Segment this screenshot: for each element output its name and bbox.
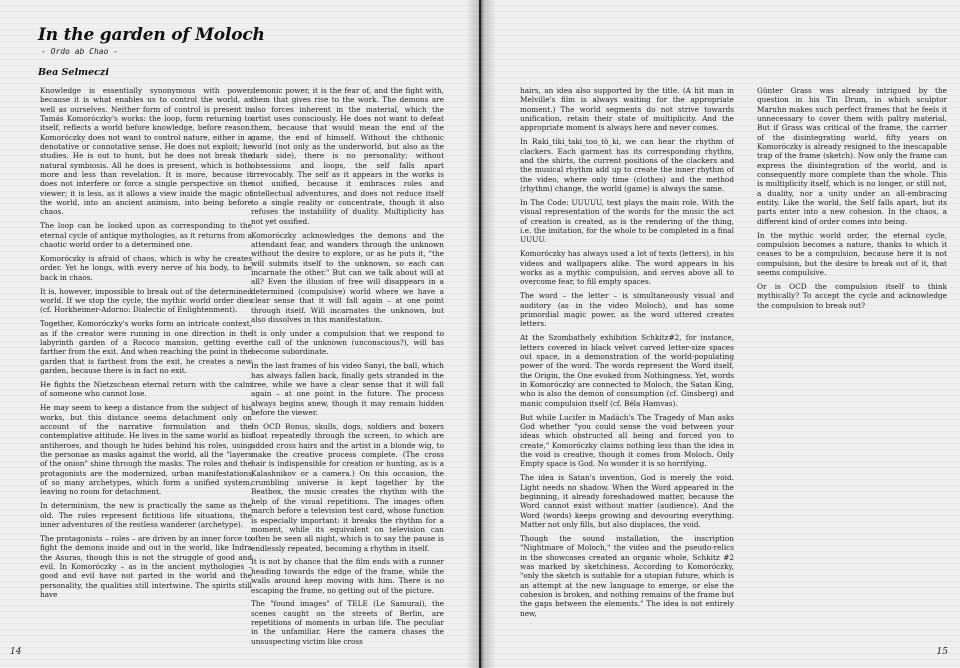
paragraph: The "found images" of TELE (Le Samurai), the scenes caught on the streets of Berlin, are repetitions of moments in urban life. The peculiar in the unfamiliar. Here the camera chases the unsuspecting victim like cross bbox=[251, 599, 444, 646]
paragraph: He fights the Nietzschean eternal return with the calm of someone who cannot lose. bbox=[40, 379, 252, 399]
paragraph: Komoróczky acknowledges the demons and the attendant fear, and wanders through the unknown without the desire to explore, or as he puts it, "the will submits itself to the unknown, so each can incarnate the other." But can we talk about will at all? Even the illusion of free will disappears in a determined (compulsive) world where we have a clear sense that it will fall again – at one point through itself. Will incarnates the unknown, but also dissolves in this manifestation. bbox=[251, 230, 444, 324]
paragraph: At the Szombathely exhibition Schkitz#2, for instance, letters covered in black velvet carved letter-size spaces out space, in a demonstration of the world-populating power of the word. The words represent the Word itself, the Origin, the One evoked from Nothingness. Yet, words in Komoróczky are connected to Moloch, the Satan King, who is also the demon of consumption (cf. Ginsberg) and manic compulsion itself (cf. Béla Hamvas). bbox=[520, 333, 734, 408]
left-page-column-1 bbox=[40, 86, 252, 646]
paragraph: Knowledge is essentially synonymous with power, because it is what enables us to control the world, as well as ourselves. Neither form of control is present in Tamás Komoróczky's works: the loop, form returning to itself, reflects a world before knowledge, before reason. Komoróczky does not want to control nature, either in a denotative or connotative sense. He does not exploit; he studies. He is out to hunt, but he does not break the natural symbiosis. All he does is present, which is both more and less than revelation. It is more, because it does not interfere or force a single perspective on the viewer; it is less, as it allows a view inside the magic of the world, into an ancient animism, into being before chaos. bbox=[40, 86, 252, 217]
paragraph: It is, however, impossible to break out of the determined world. If we stop the cycle, the mythic world order dies (cf. Horkheimer-Adorno: Dialectic of Enlightenment). bbox=[40, 286, 252, 315]
paragraph: demonic power, it is the fear of, and the fight with, them that gives rise to the work. The demons are also forces inherent in the material, which the artist uses consciously. He does not want to defeat them, because that would mean the end of the game, the end of himself. Without the chthonic world (not only as the underworld, but also as the dark side), there is no personality; without obsessions and loops, the self falls apart irrevocably. The self as it appears in the works is not unified, because it embraces roles and intellectual adventures, and does not reduce itself to a single reality or concentrate, though it also refuses the instability of duality. Multiplicity has not yet ossified. bbox=[251, 86, 444, 226]
paragraph: In determinism, the new is practically the same as the old. The roles represent fictitious life situations, the inner adventures of the restless wanderer (archetype). bbox=[40, 501, 252, 529]
right-page bbox=[481, 0, 960, 668]
page-number: 15 bbox=[936, 647, 948, 657]
paragraph: In The Code: UUUUU, text plays the main role. With the visual representation of the words for the music the act of creation is created, as is the rendering of the thing, i.e. the imitation, for the whole to be completed in a final UUUU. bbox=[520, 197, 734, 245]
paragraph: Though the sound installation, the inscription "Nightmare of Moloch," the video and the pseudo-relics in the showcases created an organic whole, Schkitz #2 was marked by sketchiness. According to Komoróczky, "only the sketch is suitable for a utopian future, which is an attempt at the new language to emerge, or else the cohesion is broken, and nothing remains of the frame but the gaps between the elements." The idea is not entirely new, bbox=[520, 533, 734, 618]
paragraph: It is only under a compulsion that we respond to the call of the unknown (unconscious?), will has become subordinate. bbox=[251, 328, 444, 357]
paragraph: The protagonists – roles – are driven by an inner force to fight the demons inside and out in the world, like Indra the Asuras, though this is not the struggle of good and evil. In Komoróczky – as in the ancient mythologies – good and evil have not parted in the world and the personality, the qualities still intertwine. The spirits still have bbox=[40, 533, 252, 599]
article-title: In the garden of Moloch bbox=[38, 25, 265, 45]
right-page-column-2 bbox=[757, 86, 947, 646]
right-page-column-1 bbox=[520, 86, 734, 646]
left-page bbox=[0, 0, 479, 668]
paragraph: He may seem to keep a distance from the subject of his works, but this distance seems detachment only on account of the narrative formulation and the contemplative attitude. He lives in the same world as his antiheroes, and though he hides behind his roles, using the personae as masks against the world, all the "layers of the onion" shine through the masks. The roles and the protagonists are the modernized, urban manifestations of so many archetypes, which form a unified system, leaving no room for detachment. bbox=[40, 403, 252, 497]
paragraph: Komoróczky has always used a lot of texts (letters), in his videos and wallpapers alike. The word appears in his works as a mythic compulsion, and serves above all to overcome fear, to fill empty spaces. bbox=[520, 249, 734, 287]
page-number: 14 bbox=[10, 647, 22, 657]
paragraph: hairs, an idea also supported by the title. (A hit man in Melville's film is always waiting for the appropriate moment.) The world segments do not strive towards unification, retain their state of multiplicity. And the appropriate moment is always here and never comes. bbox=[520, 86, 734, 133]
paragraph: The word – the letter – is simultaneously visual and auditory (as in the video Moloch), and has some primordial magic power, as the word uttered creates letters. bbox=[520, 291, 734, 329]
article-subtitle: - Ordo ab Chao - bbox=[41, 47, 119, 56]
paragraph: In OCD Bonus, skulls, dogs, soldiers and boxers float repeatedly through the screen, to which are added cross hairs and the artist in a blonde wig, to make the creative process complete. (The cross hair is indispensible for creation or hunting, as is a Kalashnikov or a camera.) On this occasion, the crumbling universe is kept together by the Beatbox, the music creates the rhythm with the help of the visual repetitions. The images often march before a television test card, whose function is especially important: it breaks the rhythm for a moment, while its equivalent on television can often be seen all night, which is to say the pause is endlessly repeated, becoming a rhythm in itself. bbox=[251, 422, 444, 553]
left-page-column-2 bbox=[251, 86, 444, 646]
paragraph: Or is OCD the compulsion itself to think mythically? To accept the cycle and acknowledge the compulsion to break out? bbox=[757, 282, 947, 310]
paragraph: Together, Komoróczky's works form an intricate context, as if the creator were running in one direction in the labyrinth garden of a Rococo mansion, getting ever farther from the exit. And when reaching the point in the garden that is farthest from the exit, he creates a new garden, because there is in fact no exit. bbox=[40, 319, 252, 375]
book-gutter bbox=[466, 0, 496, 668]
paragraph: In the mythic world order, the eternal cycle, compulsion becomes a nature, thanks to which it ceases to be a compulsion, because here it is not compulsion, but the desire to break out of it, that seems compulsive. bbox=[757, 230, 947, 278]
paragraph: The idea is Satan's invention, God is merely the void. Light needs no shadow. When the Word appeared in the beginning, it already foreshadowed matter, because the Word cannot exist without matter (audience). And the Word (words) keeps growing and devouring everything. Matter not only fills, but also displaces, the void. bbox=[520, 473, 734, 529]
paragraph: The loop can be looked upon as corresponding to the eternal cycle of antique mythologies, as it returns from a chaotic world order to a determined one. bbox=[40, 221, 252, 250]
author-name: Bea Selmeczi bbox=[38, 67, 109, 78]
paragraph: In Raki_tiki_taki_too_tö_ki, we can hear the rhythm of clackers. Each garment has its corresponding rhythm, and the shirts, the current positions of the clackers and the musical rhythm add up to create the inner rhythm of the video, where only time (clothes) and the method (rhythm) change, the world (game) is always the same. bbox=[520, 137, 734, 194]
paragraph: But while Lucifer in Madách's The Tragedy of Man asks God whether "you could sense the void between your ideas which obstructed all being and forced you to create," Komoróczky claims nothing less than the idea in the void is creative, though it comes from Moloch. Only Empty space is God. No wonder it is so horrifying. bbox=[520, 412, 734, 469]
paragraph: Komoróczky is afraid of chaos, which is why he creates order. Yet he longs, with every nerve of his body, to be back in chaos. bbox=[40, 254, 252, 282]
paragraph: In the last frames of his video Sanyi, the ball, which has always fallen back, finally gets stranded in the tree, while we have a clear sense that it will fall again – at one point in the future. The process always begins anew, though it may remain hidden before the viewer. bbox=[251, 361, 444, 418]
paragraph: It is not by chance that the film ends with a runner heading towards the edge of the frame, while the walls around keep moving with him. There is no escaping the frame, no getting out of the picture. bbox=[251, 557, 444, 595]
paragraph: Günter Grass was already intrigued by the question in his Tin Drum, in which sculptor Maruhn makes such perfect frames that he feels it unnecessary to cover them with paltry material. But if Grass was critical of the frame, the carrier of the disintegrating world, fifty years on Komoróczky is already resigned to the inescapable trap of the frame (sketch). Now only the frame can express the disintegration of the world, and is consequently more complete than the whole. This is multiplicity itself, which is no longer, or still not, a duality, nor a unity under an all-embracing entity. Like the world, the Self falls apart, but its parts enter into a new cohesion. In the chaos, a different kind of order comes into being. bbox=[757, 86, 947, 226]
